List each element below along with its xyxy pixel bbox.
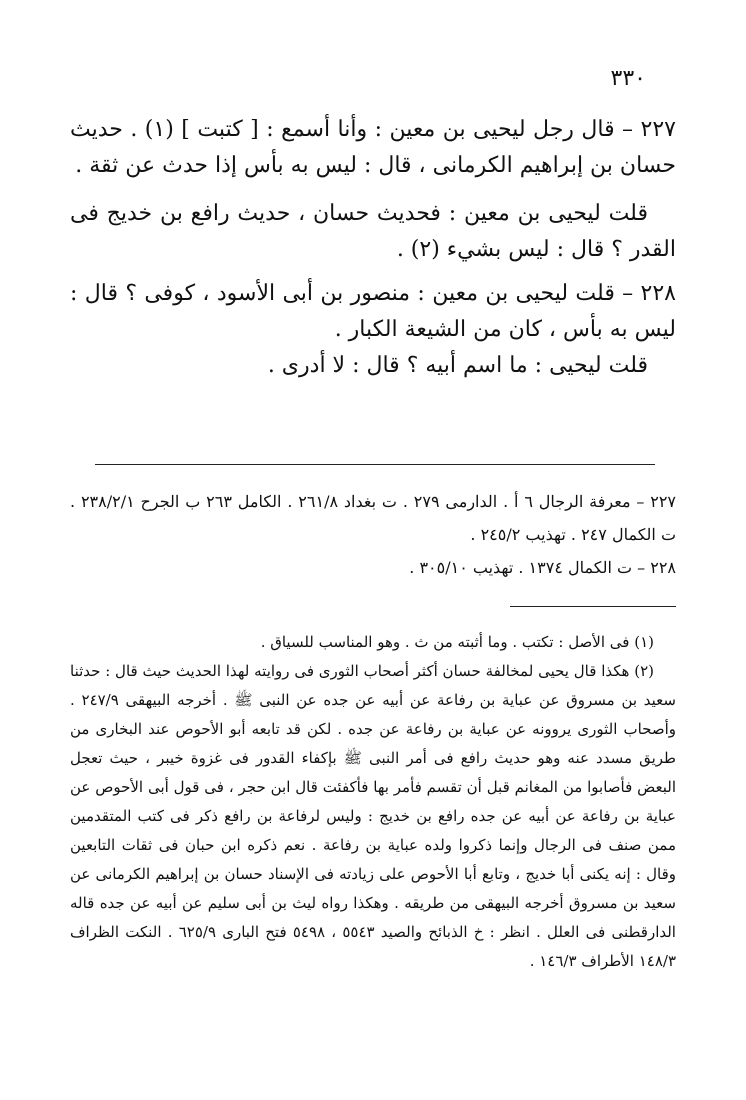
footnote-2: (٢) هكذا قال يحيى لمخالفة حسان أكثر أصحاب الثورى فى روايته لهذا الحديث حيث قال : حدثنا سعيد بن مسروق عن عباية بن رفاعة عن أبيه عن جده عن النبى ﷺ . أخرجه البيهقى ٢٤٧/٩ . وأصحاب الثورى يروونه عن عباية بن رفاعة عن جده . لكن قد تابعه أبو الأحوص عند البخارى من طريق مسدد عنه وهو حديث رافع فى أمر النبى ﷺ بإكفاء القدور فى غزوة خيبر ، حيث تعجل البعض فأصابوا من المغانم قبل أن تقسم فأمر بها فأكفئت قال ابن حجر ، فى قول أبى الأحوص عن عباية بن رفاعة عن أبيه عن جده رافع بن خديج : وليس لرفاعة بن رافع ذكر فى كتب المتقدمين ممن صنف فى الرجال وإنما ذكروا ولده عباية بن رفاعة . نعم ذكره ابن حبان فى ثقات التابعين وقال : إنه يكنى أبا خديج ، وتابع أبا الأحوص على زيادته فى الإسناد حسان بن إبراهيم الكرمانى عن سعيد بن مسروق أخرجه البيهقى من طريقه . وهكذا رواه ليث بن أبى سليم عن أبيه عن جده قاله الدارقطنى فى العلل . انظر : خ الذبائح والصيد ٥٥٤٣ ، ٥٤٩٨ فتح البارى ٦٢٥/٩ . النكت الظراف ١٤٨/٣ الأطراف ١٤٦/٣ . <box>70 662 676 970</box>
footnote-1: (١) فى الأصل : تكتب . وما أثبته من ث . وهو المناسب للسياق . <box>260 633 654 651</box>
entry-227: ٢٢٧ – قال رجل ليحيى بن معين : وأنا أسمع : [ كتبت ] (١) . حديث حسان بن إبراهيم الكرمانى ، قال : ليس به بأس إذا حدث عن ثقة . <box>70 117 676 178</box>
main-text <box>70 112 676 384</box>
references-section <box>70 485 676 584</box>
page-number: ٣٣٠ <box>610 66 646 91</box>
references-divider <box>95 464 655 465</box>
entry-228-question: قلت ليحيى : ما اسم أبيه ؟ قال : لا أدرى . <box>267 353 648 378</box>
reference-228: ٢٢٨ – ت الكمال ١٣٧٤ . تهذيب ٣٠٥/١٠ . <box>409 558 676 577</box>
footnotes-divider <box>510 606 676 607</box>
entry-227-question: قلت ليحيى بن معين : فحديث حسان ، حديث رافع بن خديج فى القدر ؟ قال : ليس بشيء (٢) . <box>70 201 676 262</box>
footnotes-section <box>70 628 676 976</box>
reference-227: ٢٢٧ – معرفة الرجال ٦ أ . الدارمى ٢٧٩ . ت بغداد ٢٦١/٨ . الكامل ٢٦٣ ب الجرح ٢٣٨/٢/١ . ت الكمال ٢٤٧ . تهذيب ٢٤٥/٢ . <box>70 492 677 544</box>
entry-228: ٢٢٨ – قلت ليحيى بن معين : منصور بن أبى الأسود ، كوفى ؟ قال : ليس به بأس ، كان من الشيعة الكبار . <box>70 281 676 342</box>
